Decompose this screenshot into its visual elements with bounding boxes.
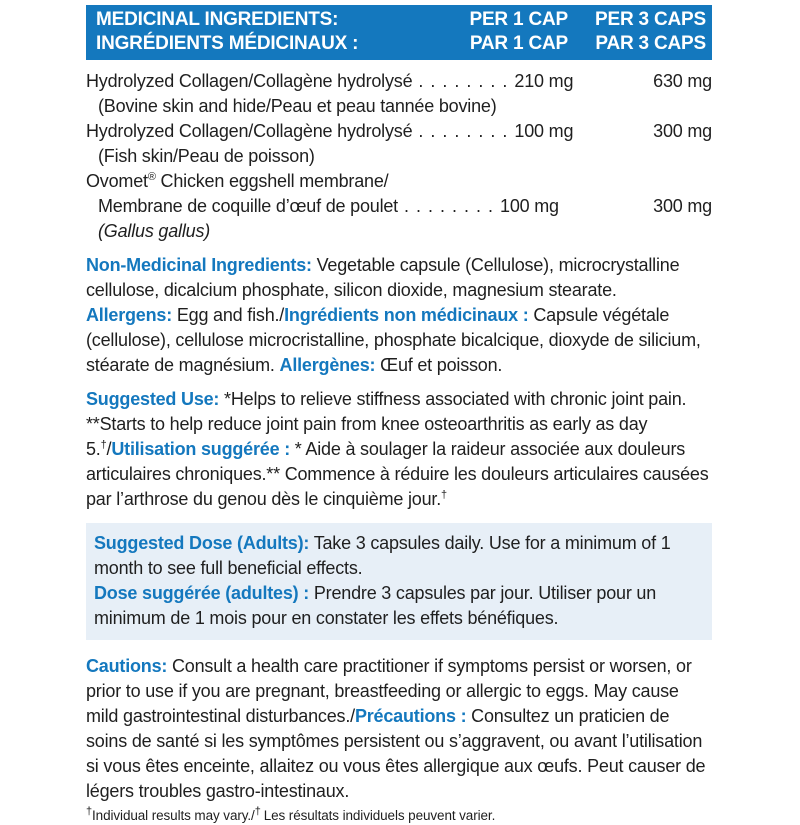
ingredient-name: Membrane de coquille d’œuf de poulet bbox=[98, 196, 398, 216]
ingredient-brand-line bbox=[86, 169, 712, 194]
footnote-text-fr: Les résultats individuels peuvent varier. bbox=[263, 808, 496, 823]
header-col-per3caps-en: PER 3 CAPS bbox=[595, 9, 706, 30]
dose-label-fr: Dose suggérée (adultes) : bbox=[94, 583, 310, 603]
suggested-use-paragraph bbox=[86, 387, 712, 512]
ingredient-name-cell bbox=[86, 119, 607, 144]
header-row-english bbox=[96, 8, 706, 32]
dagger-mark: † bbox=[254, 805, 264, 818]
cautions-text-en: Consult a health care practitioner if symptoms persist or worsen, or prior to use if you are pregnant, breastfeeding or allergic to eggs. May cause mild gastrointestinal disturbances./ bbox=[86, 656, 692, 726]
dose-paragraph-en bbox=[94, 531, 704, 581]
non-medicinal-label: Non-Medicinal Ingredients: bbox=[86, 255, 312, 275]
dot-leader: . . . . . . . . bbox=[412, 71, 515, 91]
brand-name: Ovomet bbox=[86, 171, 148, 191]
per3caps-value: 630 mg bbox=[653, 71, 712, 91]
dose-label-en: Suggested Dose (Adults): bbox=[94, 533, 310, 553]
ingredient-name: Hydrolyzed Collagen/Collagène hydrolysé bbox=[86, 121, 413, 141]
non-medicinal-section bbox=[86, 253, 712, 378]
allergens-text-fr: Œuf et poisson. bbox=[375, 355, 503, 375]
cautions-label-fr: Précautions : bbox=[354, 706, 467, 726]
suggested-use-text-en: *Helps to relieve stiffness associated with chronic joint pain. **Starts to help reduce joint pain from knee osteoarthritis as early as day 5. bbox=[86, 389, 687, 459]
header-col-per1cap-en: PER 1 CAP bbox=[469, 9, 568, 30]
ingredient-species-note: (Gallus gallus) bbox=[98, 221, 211, 241]
allergens-label-en: Allergens: bbox=[86, 305, 173, 325]
per3caps-value: 300 mg bbox=[653, 196, 712, 216]
header-col-per1cap-fr: PAR 1 CAP bbox=[469, 33, 568, 54]
separator-slash: / bbox=[106, 439, 112, 459]
per1cap-value: 100 mg bbox=[514, 121, 574, 141]
brand-name-rest: Chicken eggshell membrane/ bbox=[155, 171, 389, 191]
registered-mark: ® bbox=[147, 171, 156, 183]
non-medicinal-text: Vegetable capsule (Cellulose), microcrystalline cellulose, dicalcium phosphate, silicon dioxide, magnesium stearate. bbox=[86, 255, 680, 300]
dagger-mark: † bbox=[100, 439, 107, 451]
footnote bbox=[86, 807, 712, 825]
cautions-paragraph bbox=[86, 654, 712, 804]
ingredient-name-cell bbox=[86, 194, 607, 219]
footnote-text-en: Individual results may vary./ bbox=[92, 808, 255, 823]
header-title-fr: INGRÉDIENTS MÉDICINAUX : bbox=[96, 33, 359, 54]
suggested-use-label-fr: Utilisation suggérée : bbox=[111, 439, 290, 459]
dagger-mark: † bbox=[86, 805, 93, 818]
per1cap-value: 210 mg bbox=[514, 71, 574, 91]
non-medicinal-label-fr: Ingrédients non médicinaux : bbox=[284, 305, 529, 325]
ingredient-name-cell bbox=[86, 69, 607, 94]
cautions-text-fr: Consultez un praticien de soins de santé si les symptômes persistent ou s’aggravent, ou avant l’utilisation si vous êtes enceinte, allaitez ou vous êtes allergique aux œufs. Peut causer de légers troubles gastro-intestinaux. bbox=[86, 706, 706, 801]
allergens-paragraph bbox=[86, 303, 712, 378]
dot-leader: . . . . . . . . bbox=[412, 121, 515, 141]
per3caps-value: 300 mg bbox=[653, 121, 712, 141]
ingredient-source-note: (Fish skin/Peau de poisson) bbox=[98, 146, 315, 166]
per1cap-value: 100 mg bbox=[500, 196, 559, 216]
table-row bbox=[86, 194, 712, 219]
medicinal-ingredients-header-bar bbox=[86, 5, 712, 60]
header-col-per3caps-fr: PAR 3 CAPS bbox=[595, 33, 706, 54]
header-title-en: MEDICINAL INGREDIENTS: bbox=[96, 9, 339, 30]
suggested-use-label-en: Suggested Use: bbox=[86, 389, 220, 409]
dot-leader: . . . . . . . . bbox=[397, 196, 501, 216]
dagger-mark: † bbox=[441, 489, 447, 501]
ingredient-name: Hydrolyzed Collagen/Collagène hydrolysé bbox=[86, 71, 413, 91]
dose-text-fr: Prendre 3 capsules par jour. Utiliser pour un minimum de 1 mois pour en constater les effets bénéfiques. bbox=[94, 583, 657, 628]
cautions-section bbox=[86, 654, 712, 804]
suggested-use-text-fr: * Aide à soulager la raideur associée aux douleurs articulaires chroniques.** Commence à réduire les douleurs articulaires causées par l’arthrose du genou dès le cinquième jour. bbox=[86, 439, 709, 509]
allergens-label-fr: Allergènes: bbox=[279, 355, 376, 375]
suggested-use-section bbox=[86, 387, 712, 512]
ingredient-table bbox=[86, 69, 712, 244]
header-row-french bbox=[96, 32, 706, 56]
suggested-dose-box bbox=[86, 523, 712, 640]
table-row bbox=[86, 119, 712, 144]
allergens-text-en: Egg and fish./ bbox=[172, 305, 285, 325]
ingredient-source-note: (Bovine skin and hide/Peau et peau tannée bovine) bbox=[98, 96, 497, 116]
non-medicinal-paragraph bbox=[86, 253, 712, 303]
non-medicinal-text-fr: Capsule végétale (cellulose), cellulose microcristalline, phosphate bicalcique, dioxyde de silicium, stéarate de magnésium. bbox=[86, 305, 701, 375]
dose-text-en: Take 3 capsules daily. Use for a minimum of 1 month to see full beneficial effects. bbox=[94, 533, 671, 578]
cautions-label-en: Cautions: bbox=[86, 656, 168, 676]
dose-paragraph-fr bbox=[94, 581, 704, 631]
table-row bbox=[86, 69, 712, 94]
